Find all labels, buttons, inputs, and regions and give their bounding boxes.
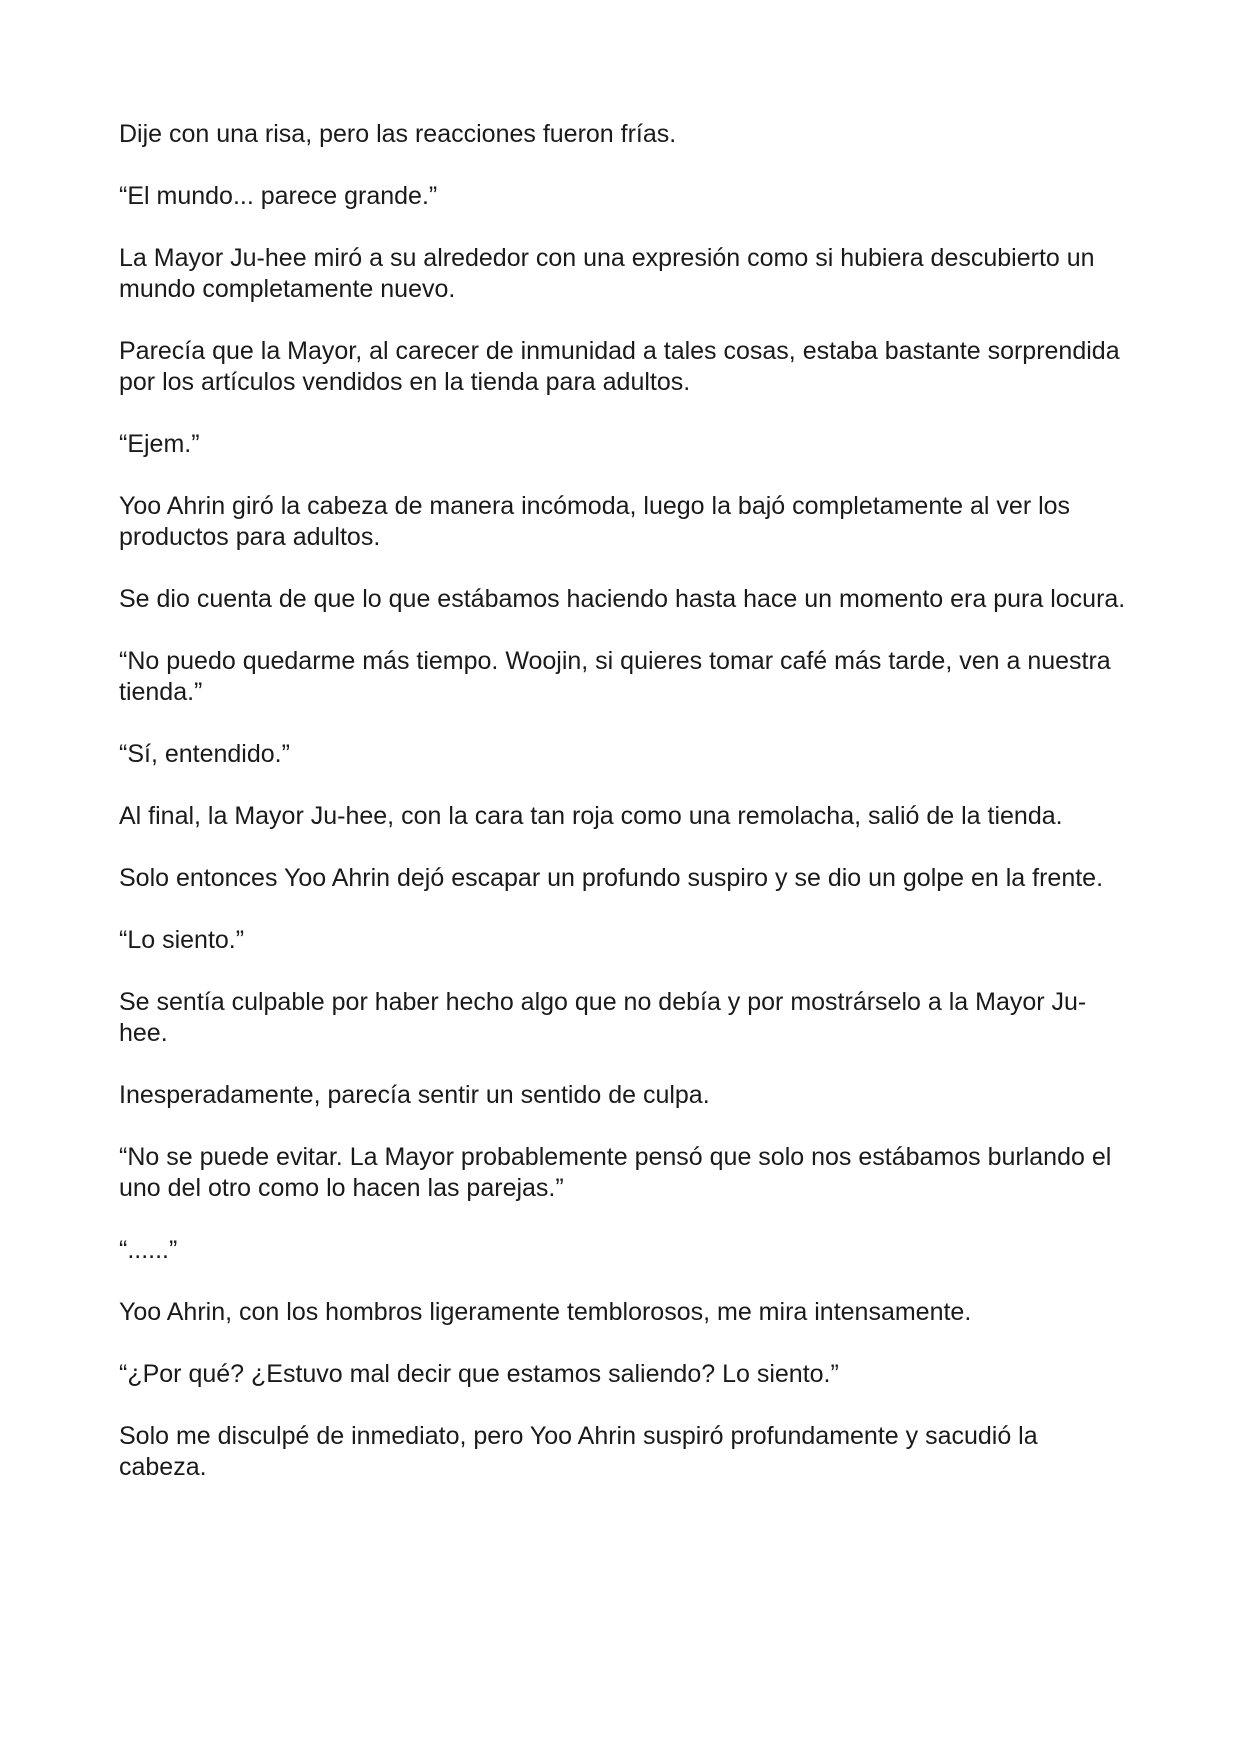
paragraph: “El mundo... parece grande.”: [119, 182, 438, 210]
paragraph: Yoo Ahrin, con los hombros ligeramente temblorosos, me mira intensamente.: [119, 1298, 972, 1326]
paragraph: “¿Por qué? ¿Estuvo mal decir que estamos saliendo? Lo siento.”: [119, 1360, 839, 1388]
paragraph: Yoo Ahrin giró la cabeza de manera incómoda, luego la bajó completamente al ver los productos para adultos.: [119, 492, 1071, 551]
paragraph: Dije con una risa, pero las reacciones fueron frías.: [119, 120, 677, 148]
paragraph: Se dio cuenta de que lo que estábamos haciendo hasta hace un momento era pura locura.: [119, 585, 1126, 613]
paragraph: “Sí, entendido.”: [119, 740, 290, 768]
paragraph: Se sentía culpable por haber hecho algo que no debía y por mostrárselo a la Mayor Ju-hee.: [119, 988, 1087, 1047]
paragraph: “Lo siento.”: [119, 926, 245, 954]
paragraph: Inesperadamente, parecía sentir un sentido de culpa.: [119, 1081, 710, 1109]
paragraph: Solo entonces Yoo Ahrin dejó escapar un profundo suspiro y se dio un golpe en la frente.: [119, 864, 1104, 892]
paragraph: La Mayor Ju-hee miró a su alrededor con una expresión como si hubiera descubierto un mundo completamente nuevo.: [119, 244, 1095, 303]
paragraph: Parecía que la Mayor, al carecer de inmunidad a tales cosas, estaba bastante sorprendida por los artículos vendidos en la tienda para adultos.: [119, 337, 1120, 396]
paragraph: “No se puede evitar. La Mayor probablemente pensó que solo nos estábamos burlando el uno del otro como lo hacen las parejas.”: [119, 1143, 1112, 1202]
paragraph: “No puedo quedarme más tiempo. Woojin, si quieres tomar café más tarde, ven a nuestra tienda.”: [119, 647, 1111, 706]
paragraph: Al final, la Mayor Ju-hee, con la cara tan roja como una remolacha, salió de la tienda.: [119, 802, 1063, 830]
paragraph: Solo me disculpé de inmediato, pero Yoo Ahrin suspiró profundamente y sacudió la cabeza.: [119, 1422, 1038, 1481]
paragraph: “Ejem.”: [119, 430, 200, 458]
paragraph: “......”: [119, 1236, 178, 1264]
document-body: [119, 119, 1129, 1514]
